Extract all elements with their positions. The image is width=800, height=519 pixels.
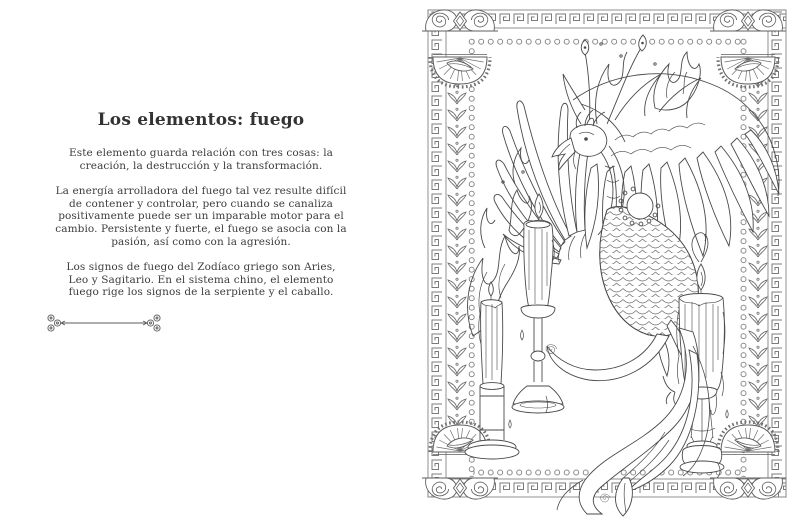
paragraph-1: Este elemento guarda relación con tres cosas: la creación, la destrucción y la transformación.: [68, 147, 334, 172]
spiral-scroll-divider-icon: [44, 312, 358, 334]
page-title: Los elementos: fuego: [97, 110, 305, 130]
text-column: [44, 110, 358, 334]
paragraph-3: Los signos de fuego del Zodíaco griego son Aries, Leo y Sagitario. En el sistema chino, el elemento fuego rige los signos de la serpiente y el caballo.: [66, 261, 336, 299]
paragraph-2: La energía arrolladora del fuego tal vez resulte difícil de contener y controlar, pero cuando se canaliza positivamente puede ser un imparable motor para el cambio. Persistente y fuerte, el fuego se asocia con la pasión, así como con la agresión.: [55, 185, 347, 248]
phoenix-crest: [563, 35, 701, 128]
phoenix-plate-illustration: [415, 0, 800, 519]
flames-top-right: [654, 52, 700, 110]
right-page: [415, 0, 800, 519]
